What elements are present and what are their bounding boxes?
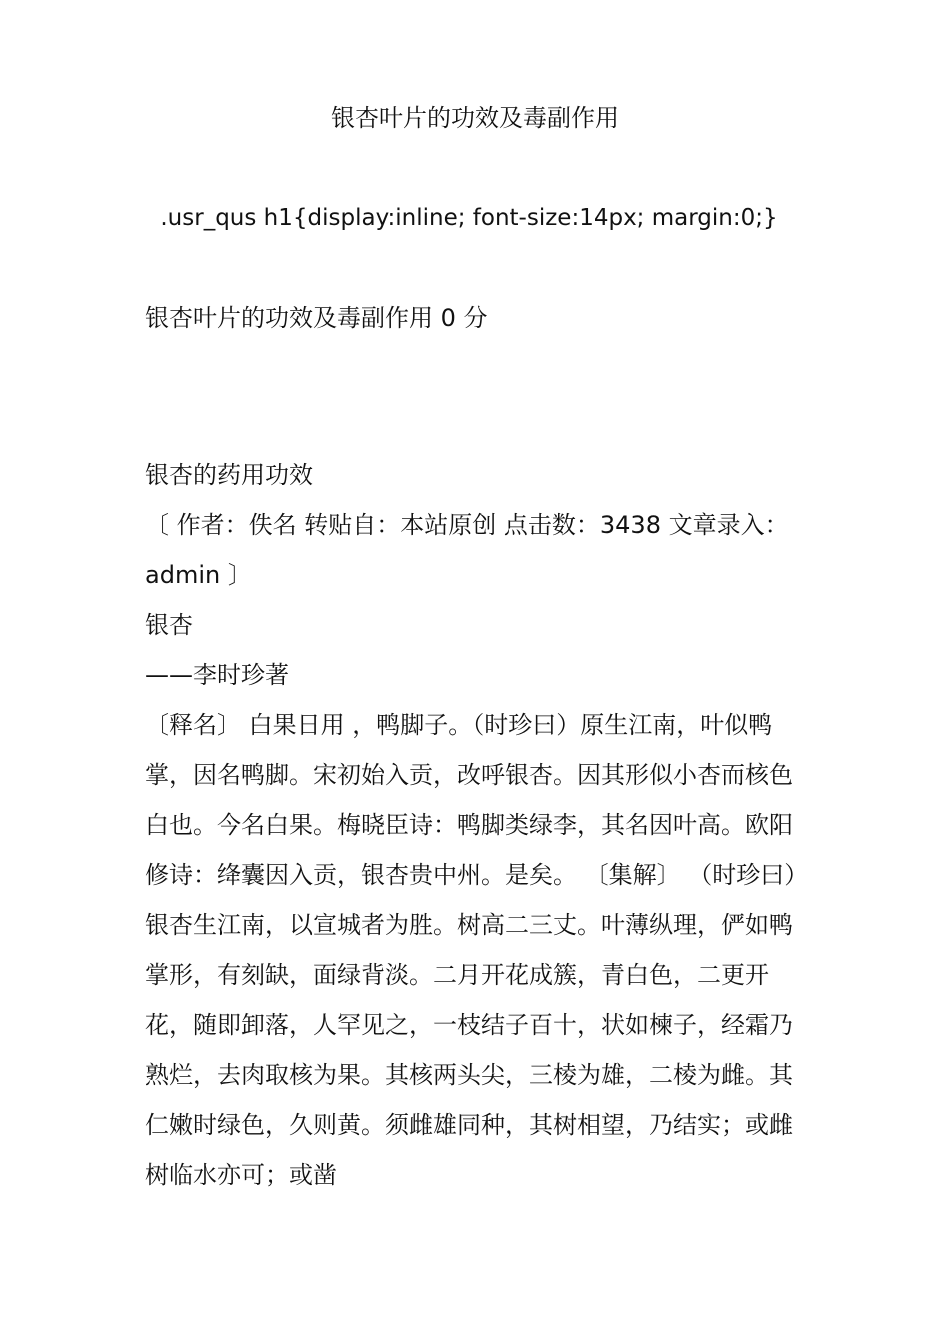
document-title: 银杏叶片的功效及毒副作用 xyxy=(331,104,619,132)
question-line: 银杏叶片的功效及毒副作用 0 分 xyxy=(145,304,488,332)
article-author: ——李时珍著 xyxy=(145,661,289,689)
article-meta: 〔 作者：佚名 转贴自：本站原创 点击数：3438 文章录入：admin 〕 xyxy=(145,511,789,589)
article-heading: 银杏的药用功效 xyxy=(145,461,313,489)
css-snippet-text: .usr_qus h1{display:inline; font-size:14px; margin:0;} xyxy=(160,205,778,231)
article-content xyxy=(145,450,805,1200)
article-subheading: 银杏 xyxy=(145,611,193,639)
article-body: 〔释名〕 白果日用 ，鸭脚子。（时珍曰）原生江南，叶似鸭掌，因名鸭脚。宋初始入贡，改呼银杏。因其形似小杏而核色白也。今名白果。梅晓臣诗：鸭脚类绿李，其名因叶高。欧阳修诗：绛囊因入贡，银杏贵中州。是矣。 〔集解〕 （时珍曰）银杏生江南，以宣城者为胜。树高二三丈。叶薄纵理，俨如鸭掌形，有刻缺，面绿背淡。二月开花成簇，青白色，二更开花，随即卸落，人罕见之，一枝结子百十，状如楝子，经霜乃熟烂，去肉取核为果。其核两头尖，三棱为雄，二棱为雌。其仁嫩时绿色，久则黄。须雌雄同种，其树相望，乃结实；或雌树临水亦可；或凿 xyxy=(145,711,797,1189)
